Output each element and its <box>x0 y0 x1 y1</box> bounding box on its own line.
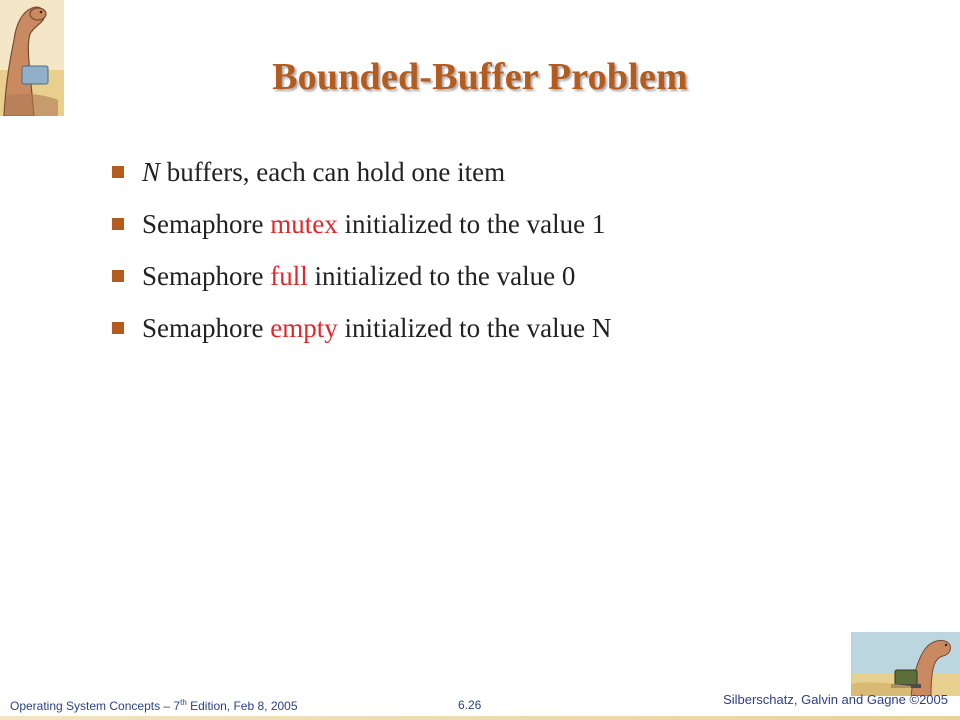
highlighted-term: full <box>270 260 308 291</box>
page-number: 6.26 <box>458 698 482 712</box>
bullet-text <box>142 261 575 292</box>
bullet-text <box>142 209 605 240</box>
highlighted-term: mutex <box>270 208 338 239</box>
footer-title-suffix: Edition, Feb 8, 2005 <box>186 699 298 713</box>
bullet-item <box>112 198 611 250</box>
footer-title-text: Operating System Concepts – 7 <box>10 699 181 713</box>
bullet-text-part: Semaphore <box>142 312 271 343</box>
bullet-text-part: initialized to the value 0 <box>307 260 576 291</box>
footer-book-title <box>10 698 298 713</box>
bullet-text <box>142 313 611 344</box>
bullet-item <box>112 302 611 354</box>
bullet-text-part: Semaphore <box>142 260 271 291</box>
bullet-item <box>112 250 611 302</box>
footer-divider <box>0 716 960 720</box>
bullet-text-part: initialized to the value N <box>337 312 612 343</box>
highlighted-term: empty <box>270 312 338 343</box>
bullet-square-icon <box>112 218 124 230</box>
bullet-text-part: Semaphore <box>142 208 271 239</box>
bullet-list <box>112 146 611 354</box>
bullet-text-part: initialized to the value 1 <box>337 208 606 239</box>
footer-superscript: th <box>180 698 187 707</box>
italic-term: N <box>142 156 161 187</box>
dinosaur-laptop-icon <box>851 632 960 696</box>
bullet-item <box>112 146 611 198</box>
slide-title: Bounded-Buffer Problem <box>272 56 688 99</box>
bullet-square-icon <box>112 270 124 282</box>
bullet-text-part: buffers, each can hold one item <box>160 156 506 187</box>
bullet-square-icon <box>112 166 124 178</box>
bullet-square-icon <box>112 322 124 334</box>
footer-copyright: Silberschatz, Galvin and Gagne ©2005 <box>723 692 948 707</box>
bullet-text <box>142 157 505 188</box>
